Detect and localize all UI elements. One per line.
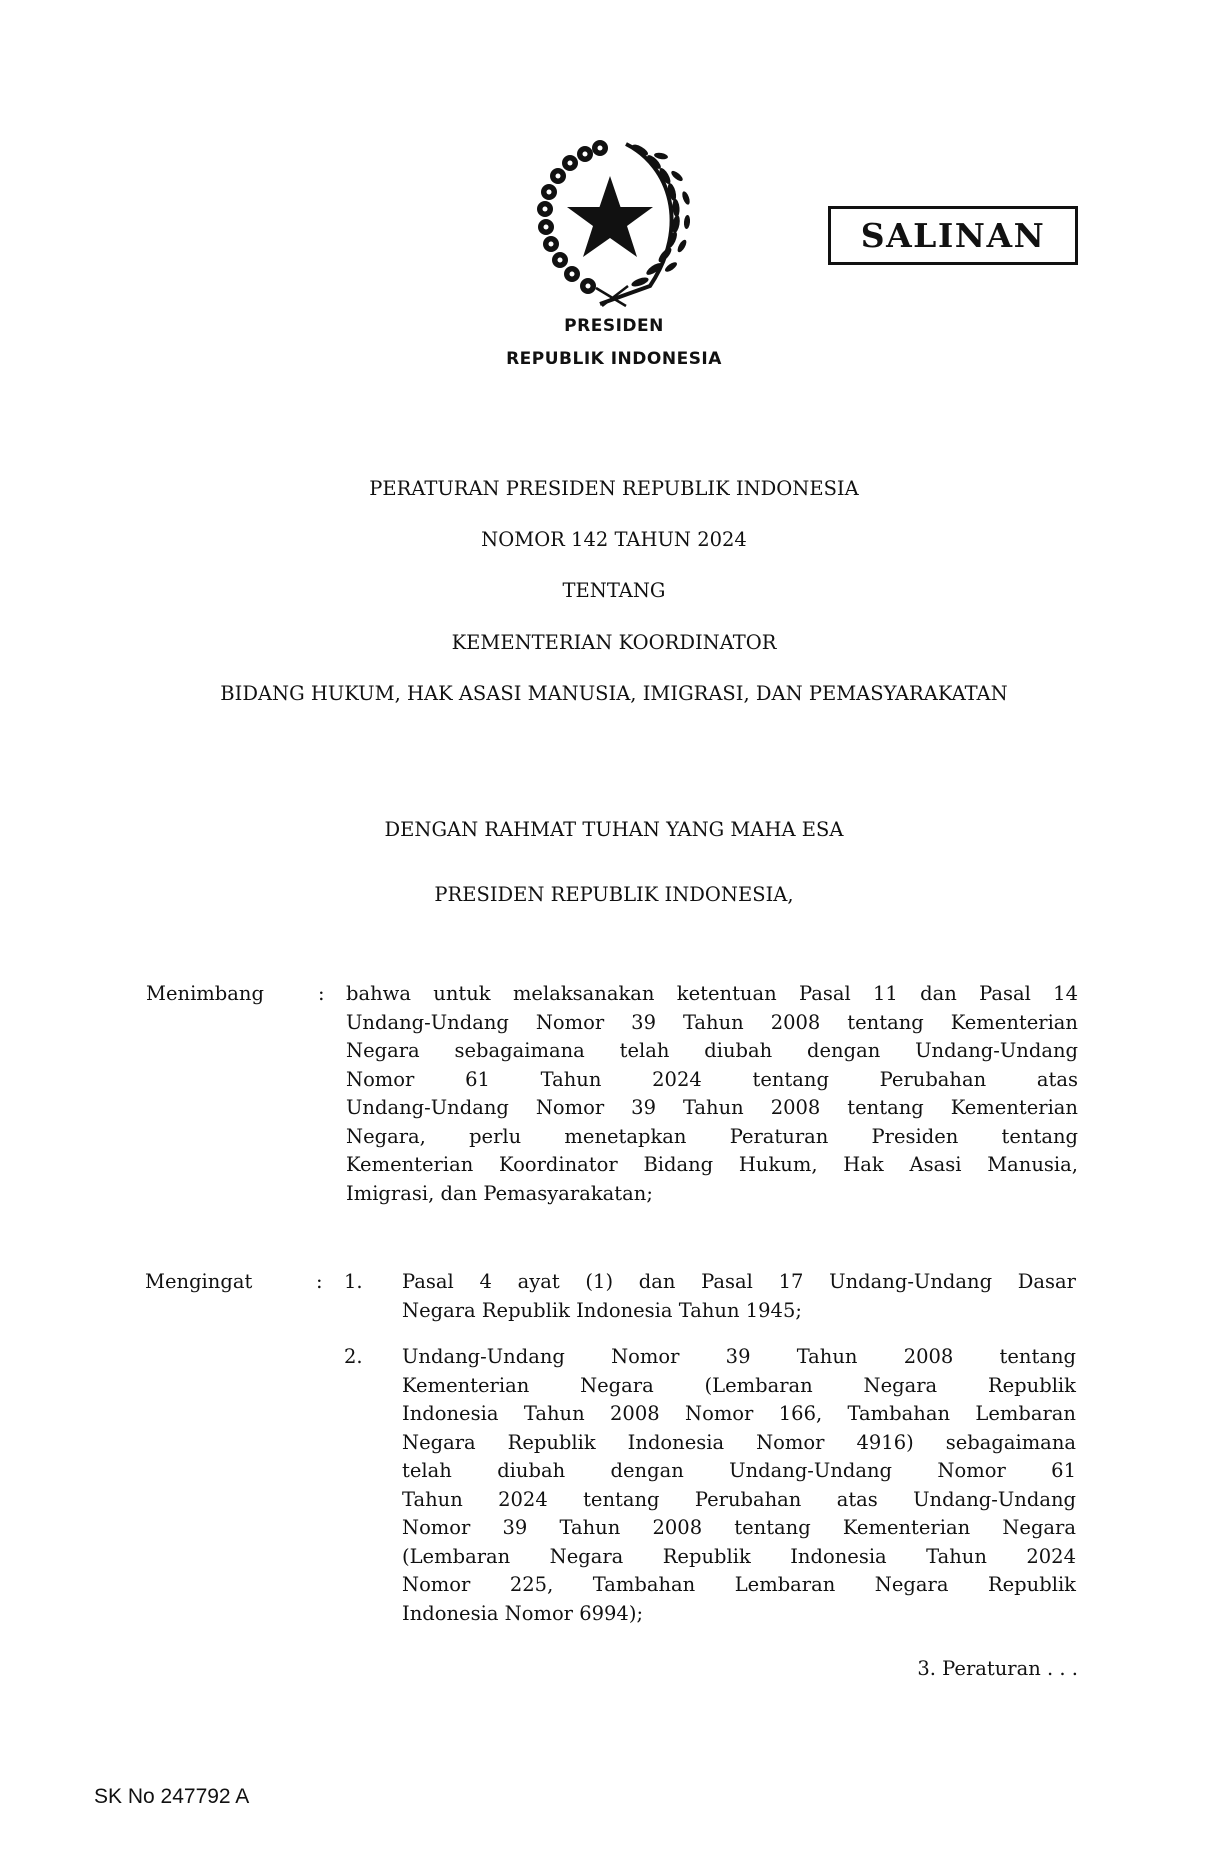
mengingat-item-2-text — [402, 1343, 1076, 1628]
text-line: Negara sebagaimana telah diubah dengan Undang-Undang — [346, 1039, 1078, 1062]
menimbang-line — [346, 1094, 1078, 1123]
item-line — [402, 1297, 1076, 1326]
regulation-tentang: TENTANG — [562, 579, 666, 602]
mengingat-item-number: 1. — [344, 1270, 363, 1293]
text-line: Undang-Undang Nomor 39 Tahun 2008 tentang Kementerian — [346, 1096, 1078, 1119]
item-line — [402, 1457, 1076, 1486]
text-line: Pasal 4 ayat (1) dan Pasal 17 Undang-Undang Dasar — [402, 1270, 1076, 1293]
regulation-subject-line2: BIDANG HUKUM, HAK ASASI MANUSIA, IMIGRASI, DAN PEMASYARAKATAN — [220, 682, 1008, 705]
item-line — [402, 1400, 1076, 1429]
item-line — [402, 1429, 1076, 1458]
item-line — [402, 1486, 1076, 1515]
mengingat-item-1-text — [402, 1268, 1076, 1325]
mengingat-colon: : — [316, 1270, 323, 1293]
text-line: (Lembaran Negara Republik Indonesia Tahun 2024 — [402, 1544, 1076, 1568]
page-continuation-catchword: 3. Peraturan . . . — [917, 1657, 1078, 1680]
mengingat-label: Mengingat — [145, 1270, 253, 1293]
text-line: bahwa untuk melaksanakan ketentuan Pasal 11 dan Pasal 14 — [346, 982, 1078, 1005]
text-line: Indonesia Tahun 2008 Nomor 166, Tambahan Lembaran — [402, 1402, 1076, 1425]
text-line: Negara Republik Indonesia Tahun 1945; — [402, 1298, 802, 1322]
star-icon — [567, 176, 653, 257]
menimbang-line — [346, 980, 1078, 1009]
salinan-stamp — [828, 206, 1078, 265]
regulation-number: NOMOR 142 TAHUN 2024 — [481, 528, 747, 551]
menimbang-line — [346, 1066, 1078, 1095]
text-line: Nomor 61 Tahun 2024 tentang Perubahan atas — [346, 1067, 1078, 1091]
item-line — [402, 1600, 1076, 1629]
menimbang-line — [346, 1037, 1078, 1066]
text-line: Nomor 225, Tambahan Lembaran Negara Republik — [402, 1573, 1076, 1596]
regulation-title: PERATURAN PRESIDEN REPUBLIK INDONESIA — [369, 477, 859, 500]
menimbang-line — [346, 1009, 1078, 1038]
menimbang-text — [346, 980, 1078, 1208]
item-line — [402, 1268, 1076, 1297]
item-line — [402, 1543, 1076, 1572]
text-line: Kementerian Negara (Lembaran Negara Republik — [402, 1373, 1076, 1397]
item-line — [402, 1571, 1076, 1600]
office-label-republik-indonesia: REPUBLIK INDONESIA — [506, 349, 722, 369]
menimbang-colon: : — [318, 982, 325, 1005]
text-line: Undang-Undang Nomor 39 Tahun 2008 tentang Kementerian — [346, 1010, 1078, 1034]
menimbang-label: Menimbang — [146, 982, 264, 1005]
menimbang-line — [346, 1180, 1078, 1209]
text-line: Indonesia Nomor 6994); — [402, 1601, 644, 1625]
item-line — [402, 1514, 1076, 1543]
item-line — [402, 1343, 1076, 1372]
sk-serial-number: SK No 247792 A — [94, 1785, 250, 1808]
menimbang-line — [346, 1151, 1078, 1180]
item-line — [402, 1372, 1076, 1401]
text-line: Undang-Undang Nomor 39 Tahun 2008 tentang — [402, 1345, 1076, 1368]
menimbang-line — [346, 1123, 1078, 1152]
preamble-president: PRESIDEN REPUBLIK INDONESIA, — [434, 883, 794, 906]
text-line: Kementerian Koordinator Bidang Hukum, Hak Asasi Manusia, — [346, 1153, 1078, 1176]
text-line: telah diubah dengan Undang-Undang Nomor 61 — [402, 1459, 1076, 1482]
regulation-subject-line1: KEMENTERIAN KOORDINATOR — [451, 631, 777, 654]
text-line: Tahun 2024 tentang Perubahan atas Undang-Undang — [402, 1487, 1076, 1511]
mengingat-item-number: 2. — [344, 1345, 363, 1368]
office-label-presiden: PRESIDEN — [564, 316, 664, 336]
preamble-divine-grace: DENGAN RAHMAT TUHAN YANG MAHA ESA — [384, 818, 844, 841]
text-line: Imigrasi, dan Pemasyarakatan; — [346, 1181, 653, 1205]
text-line: Nomor 39 Tahun 2008 tentang Kementerian Negara — [402, 1516, 1076, 1539]
salinan-stamp-text: SALINAN — [860, 216, 1046, 255]
text-line: Negara, perlu menetapkan Peraturan Presiden tentang — [346, 1124, 1078, 1148]
text-line: Negara Republik Indonesia Nomor 4916) sebagaimana — [402, 1430, 1076, 1454]
presidential-emblem-icon — [530, 136, 698, 308]
